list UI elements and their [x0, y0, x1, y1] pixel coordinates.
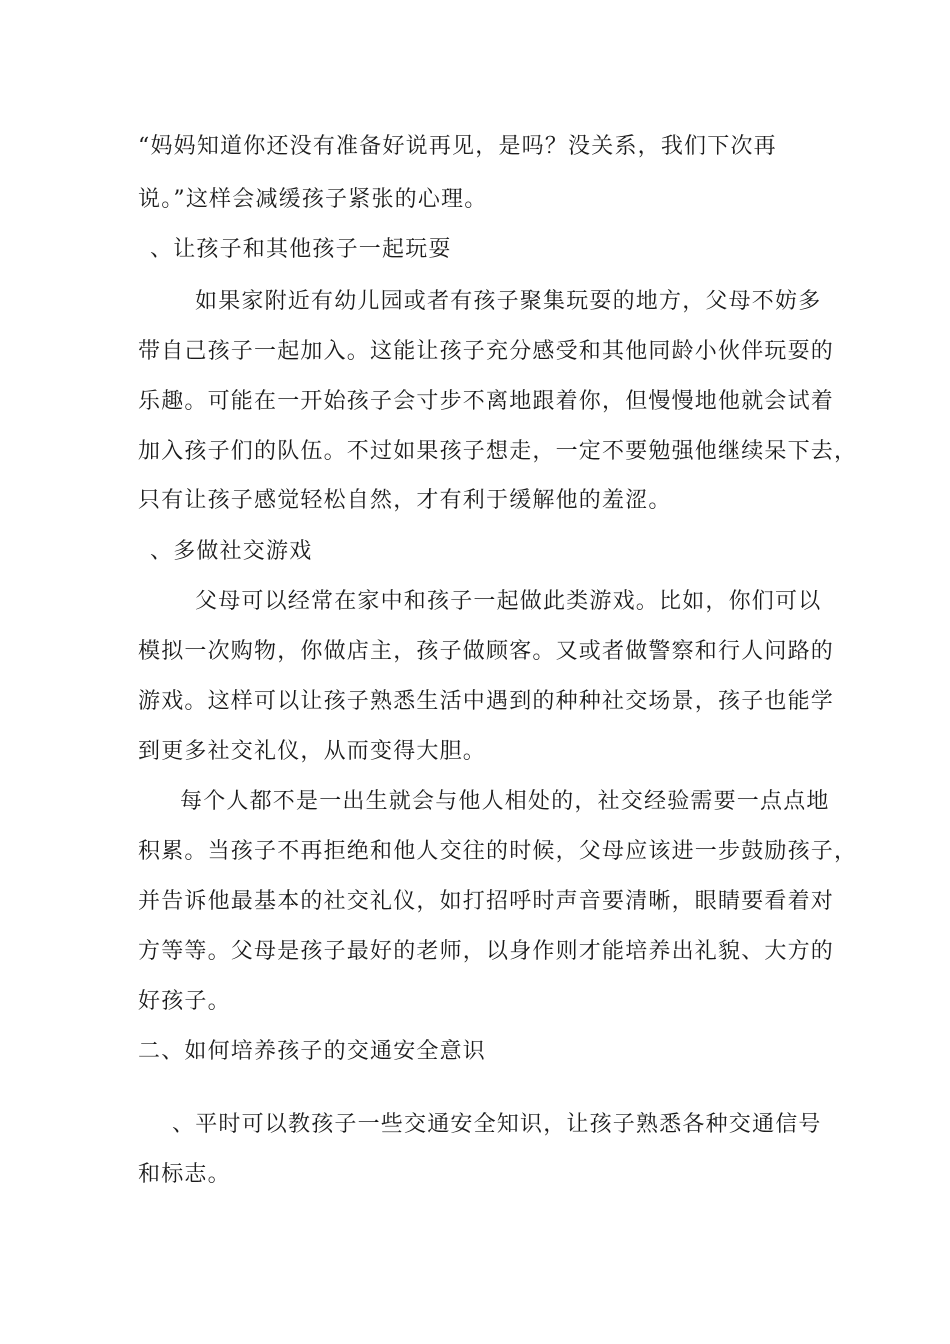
text-line: 只有让孩子感觉轻松自然，才有利于缓解他的羞涩。	[138, 488, 672, 513]
text-line: 到更多社交礼仪，从而变得大胆。	[138, 739, 487, 764]
chapter-heading: 二、如何培养孩子的交通安全意识	[138, 1039, 487, 1064]
section-heading: 、让孩子和其他孩子一起玩耍	[150, 237, 452, 262]
text-line: 带自己孩子一起加入。这能让孩子充分感受和其他同龄小伙伴玩耍的	[138, 339, 835, 364]
text-line: 加入孩子们的队伍。不过如果孩子想走，一定不要勉强他继续呆下去，	[138, 439, 858, 464]
text-line: 模拟一次购物，你做店主，孩子做顾客。又或者做警察和行人问路的	[138, 639, 835, 664]
text-line: 乐趣。可能在一开始孩子会寸步不离地跟着你，但慢慢地他就会试着	[138, 389, 835, 414]
text-line: 父母可以经常在家中和孩子一起做此类游戏。比如，你们可以	[195, 589, 822, 614]
text-line: 、平时可以教孩子一些交通安全知识，让孩子熟悉各种交通信号	[172, 1112, 822, 1137]
text-line: 说。”这样会减缓孩子紧张的心理。	[138, 187, 488, 212]
text-line: 游戏。这样可以让孩子熟悉生活中遇到的种种社交场景，孩子也能学	[138, 689, 835, 714]
text-line: 好孩子。	[138, 989, 231, 1014]
text-line: 每个人都不是一出生就会与他人相处的，社交经验需要一点点地	[180, 789, 830, 814]
text-line: “妈妈知道你还没有准备好说再见，是吗？没关系，我们下次再	[138, 134, 777, 159]
text-line: 方等等。父母是孩子最好的老师，以身作则才能培养出礼貌、大方的	[138, 939, 835, 964]
text-line: 如果家附近有幼儿园或者有孩子聚集玩耍的地方，父母不妨多	[195, 289, 822, 314]
text-line: 和标志。	[138, 1162, 231, 1187]
text-line: 并告诉他最基本的社交礼仪，如打招呼时声音要清晰，眼睛要看着对	[138, 889, 835, 914]
text-line: 积累。当孩子不再拒绝和他人交往的时候，父母应该进一步鼓励孩子，	[138, 839, 858, 864]
section-heading: 、多做社交游戏	[150, 539, 313, 564]
